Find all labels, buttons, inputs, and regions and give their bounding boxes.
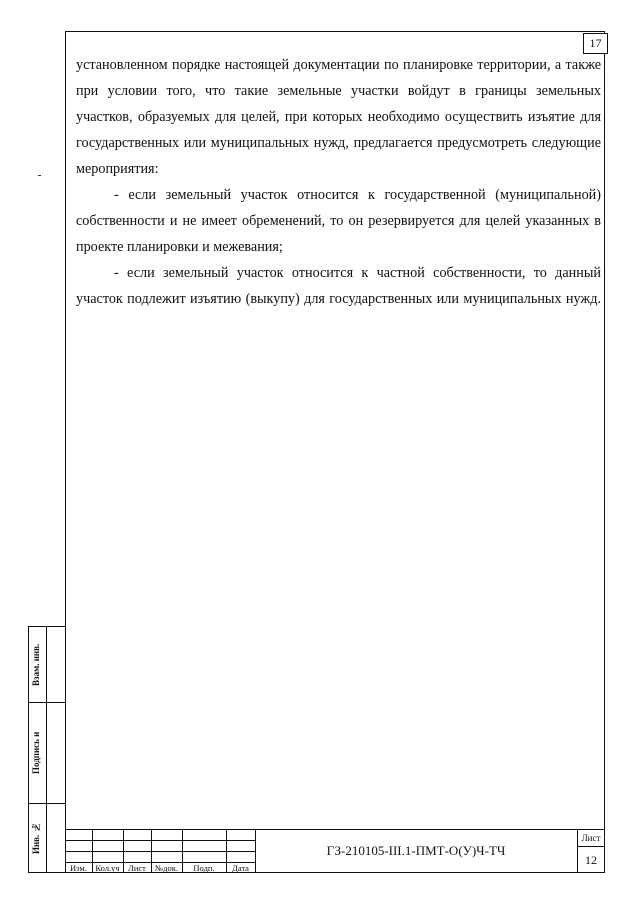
side-divider — [29, 702, 65, 703]
col-izm: Изм. — [70, 863, 87, 873]
page-number-top: 17 — [583, 33, 608, 54]
side-divider-vertical — [46, 627, 47, 872]
col-podp: Подп. — [193, 863, 215, 873]
title-block — [65, 829, 605, 873]
side-stamp-block — [28, 626, 66, 873]
document-code: ГЗ-210105-III.1-ПМТ-О(У)Ч-ТЧ — [326, 843, 506, 858]
title-block-sheet-line — [577, 846, 605, 847]
paragraph-line: - если земельный участок относится к государственной (муниципальной) — [114, 187, 601, 203]
side-label-podpis: Подпись и — [31, 731, 41, 775]
sheet-number: 12 — [585, 853, 597, 867]
margin-mark — [38, 175, 41, 176]
paragraph-line: мероприятия: — [76, 161, 159, 177]
paragraph-line: государственных или муниципальных нужд, предлагается предусмотреть следующие — [76, 135, 601, 151]
paragraph-2 — [76, 182, 601, 260]
side-divider — [29, 803, 65, 804]
col-koluch: Кол.уч — [95, 863, 120, 873]
paragraph-1 — [76, 52, 601, 182]
paragraph-line: участков, образуемых для целей, при которых необходимо осуществить изъятие для — [76, 109, 601, 125]
sheet-label: Лист — [581, 833, 601, 843]
paragraph-line: установленном порядке настоящей документации по планировке территории, а также — [76, 57, 601, 73]
paragraph-3 — [76, 260, 601, 312]
paragraph-line: - если земельный участок относится к частной собственности, то данный — [114, 265, 601, 281]
col-list: Лист — [128, 863, 146, 873]
col-data: Дата — [232, 863, 249, 873]
paragraph-line: проекте планировки и межевания; — [76, 239, 283, 255]
col-ndok: №док. — [155, 863, 178, 873]
side-label-vzam-inv: Взам. инв. — [31, 643, 41, 687]
paragraph-line: собственности и не имеет обременений, то он резервируется для целей указанных в — [76, 213, 601, 229]
side-label-inv-no: Инв. № — [31, 822, 41, 854]
paragraph-line: при условии того, что такие земельные участки войдут в границы земельных — [76, 83, 601, 99]
paragraph-line: участок подлежит изъятию (выкупу) для государственных или муниципальных нужд. — [76, 291, 601, 307]
